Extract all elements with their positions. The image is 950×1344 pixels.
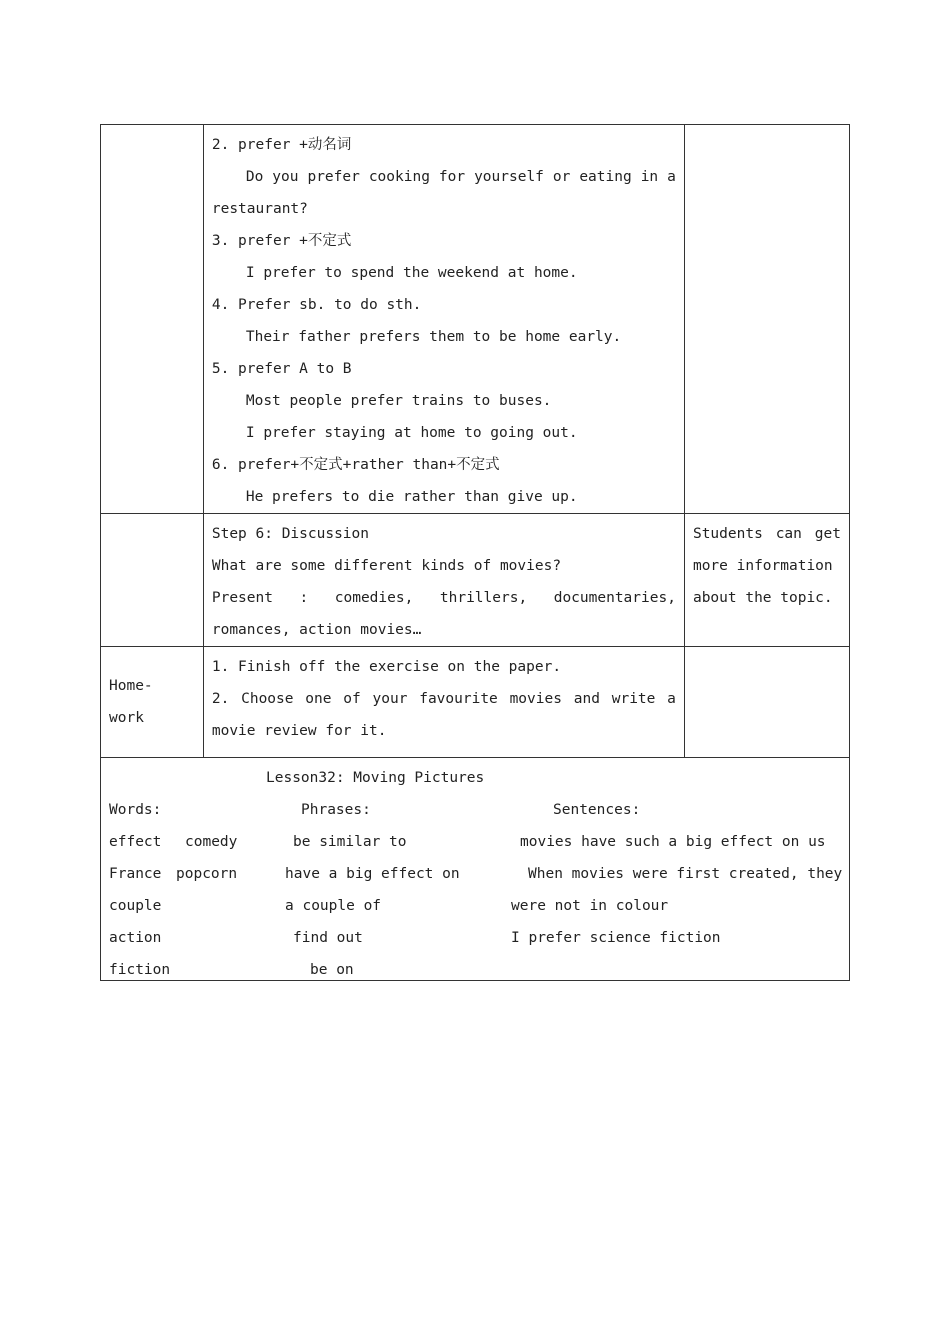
summary-cell [101, 758, 850, 981]
empty-note-cell [684, 647, 849, 758]
item2-example: Do you prefer cooking for yourself or eating in a [245, 169, 676, 185]
phrase-item: have a big effect on [285, 866, 460, 882]
homework-item-1: 1. Finish off the exercise on the paper. [211, 659, 562, 675]
phrase-item: be on [310, 962, 354, 978]
item5-example-1: Most people prefer trains to buses. [245, 393, 552, 409]
word-item: France [109, 866, 162, 882]
step6-cell [203, 514, 684, 647]
item2-heading: 2. prefer +动名词 [211, 137, 352, 153]
homework-label-1: Home- [109, 678, 153, 694]
step6-note-line-1: Students can get [692, 526, 841, 542]
homework-row [101, 647, 850, 758]
step6-title: Step 6: Discussion [211, 526, 369, 542]
word-item: fiction [109, 962, 171, 978]
step6-present: Present : comedies, thrillers, documentaries, [211, 590, 676, 606]
lesson-plan-table [100, 124, 850, 981]
sentence-item: I prefer science fiction [511, 930, 721, 946]
step6-present-cont: romances, action movies… [211, 622, 422, 638]
item5-heading: 5. prefer A to B [211, 361, 352, 377]
sentence-item: When movies were first created, they [528, 866, 843, 882]
word-item: popcorn [176, 866, 238, 882]
summary-row [101, 758, 850, 981]
word-item: couple [109, 898, 162, 914]
sentence-item: were not in colour [511, 898, 669, 914]
empty-label-cell [101, 125, 204, 514]
step6-question: What are some different kinds of movies? [211, 558, 562, 574]
phrase-item: a couple of [285, 898, 382, 914]
phrase-item: find out [293, 930, 363, 946]
item6-heading: 6. prefer+不定式+rather than+不定式 [211, 457, 500, 473]
empty-note-cell [684, 125, 849, 514]
words-heading: Words: [109, 802, 162, 818]
sentences-heading: Sentences: [553, 802, 641, 818]
homework-item-2: 2. Choose one of your favourite movies and write a [211, 691, 676, 707]
prefer-notes-cell [203, 125, 684, 514]
step6-row [101, 514, 850, 647]
item6-example: He prefers to die rather than give up. [245, 489, 578, 505]
homework-label-cell [101, 647, 204, 758]
word-item: effect [109, 834, 162, 850]
sentence-item: movies have such a big effect on us [520, 834, 826, 850]
item2-example-cont: restaurant? [211, 201, 308, 217]
item5-example-2: I prefer staying at home to going out. [245, 425, 578, 441]
empty-label-cell [101, 514, 204, 647]
item4-heading: 4. Prefer sb. to do sth. [211, 297, 422, 313]
step6-note-cell [684, 514, 849, 647]
word-item: action [109, 930, 162, 946]
phrase-item: be similar to [293, 834, 407, 850]
summary-title: Lesson32: Moving Pictures [266, 770, 485, 786]
word-item: comedy [185, 834, 238, 850]
lesson-plan-sheet [100, 124, 850, 981]
homework-label-2: work [109, 710, 144, 726]
step6-note-line-2: more information [692, 558, 833, 574]
prefer-notes-row [101, 125, 850, 514]
phrases-heading: Phrases: [301, 802, 371, 818]
step6-note-line-3: about the topic. [692, 590, 833, 606]
homework-item-2-cont: movie review for it. [211, 723, 387, 739]
homework-cell [203, 647, 684, 758]
item4-example: Their father prefers them to be home early. [245, 329, 622, 345]
item3-example: I prefer to spend the weekend at home. [245, 265, 578, 281]
item3-heading: 3. prefer +不定式 [211, 233, 352, 249]
